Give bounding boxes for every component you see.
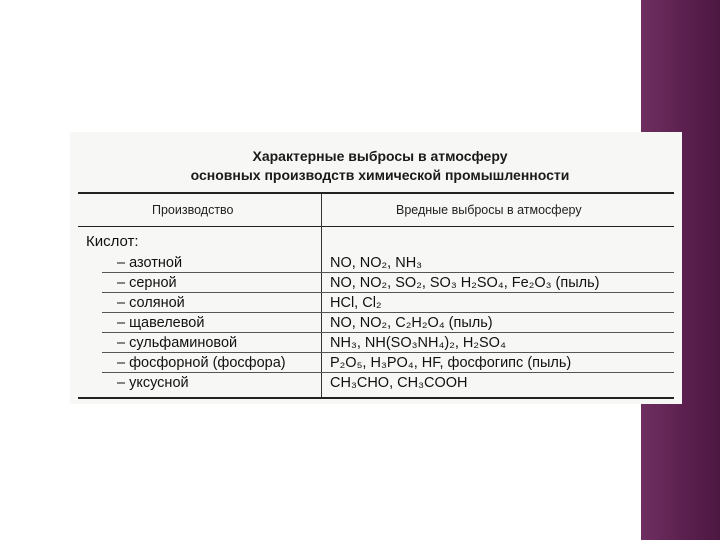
- emissions-cell: NO, NO₂, SO₂, SO₃ H₂SO₄, Fe₂O₃ (пыль): [330, 275, 600, 291]
- table-row: [82, 353, 674, 373]
- production-cell: – сульфаминовой: [117, 335, 238, 351]
- header-divider: [78, 226, 674, 227]
- production-cell: – серной: [117, 275, 177, 291]
- production-cell: – фосфорной (фосфора): [117, 355, 286, 371]
- table-title-line-1: Характерные выбросы в атмосферу: [252, 148, 508, 164]
- table-row: [82, 373, 674, 393]
- table-row: [82, 253, 674, 273]
- production-cell: – соляной: [117, 295, 185, 311]
- production-cell: – азотной: [117, 255, 183, 271]
- emissions-cell: P₂O₅, H₃PO₄, HF, фосфогипс (пыль): [330, 355, 572, 371]
- table-top-rule: [78, 192, 674, 194]
- group-label-acids: Кислот:: [86, 233, 139, 250]
- table-row: [82, 273, 674, 293]
- emissions-cell: CH₃CHO, CH₃COOH: [330, 375, 468, 391]
- table-row: [82, 313, 674, 333]
- production-cell: – щавелевой: [117, 315, 205, 331]
- emissions-cell: NO, NO₂, C₂H₂O₄ (пыль): [330, 315, 493, 331]
- emissions-cell: NO, NO₂, NH₃: [330, 255, 423, 271]
- table-bottom-rule: [78, 397, 674, 399]
- emissions-cell: NH₃, NH(SO₃NH₄)₂, H₂SO₄: [330, 335, 506, 351]
- emissions-cell: HCl, Cl₂: [330, 295, 382, 311]
- column-header-emissions: Вредные выбросы в атмосферу: [396, 203, 582, 217]
- table-title-line-2: основных производств химической промышленности: [190, 167, 570, 183]
- column-header-production: Производство: [152, 203, 234, 217]
- production-cell: – уксусной: [117, 375, 189, 391]
- table-row: [82, 293, 674, 313]
- table-row: [82, 333, 674, 353]
